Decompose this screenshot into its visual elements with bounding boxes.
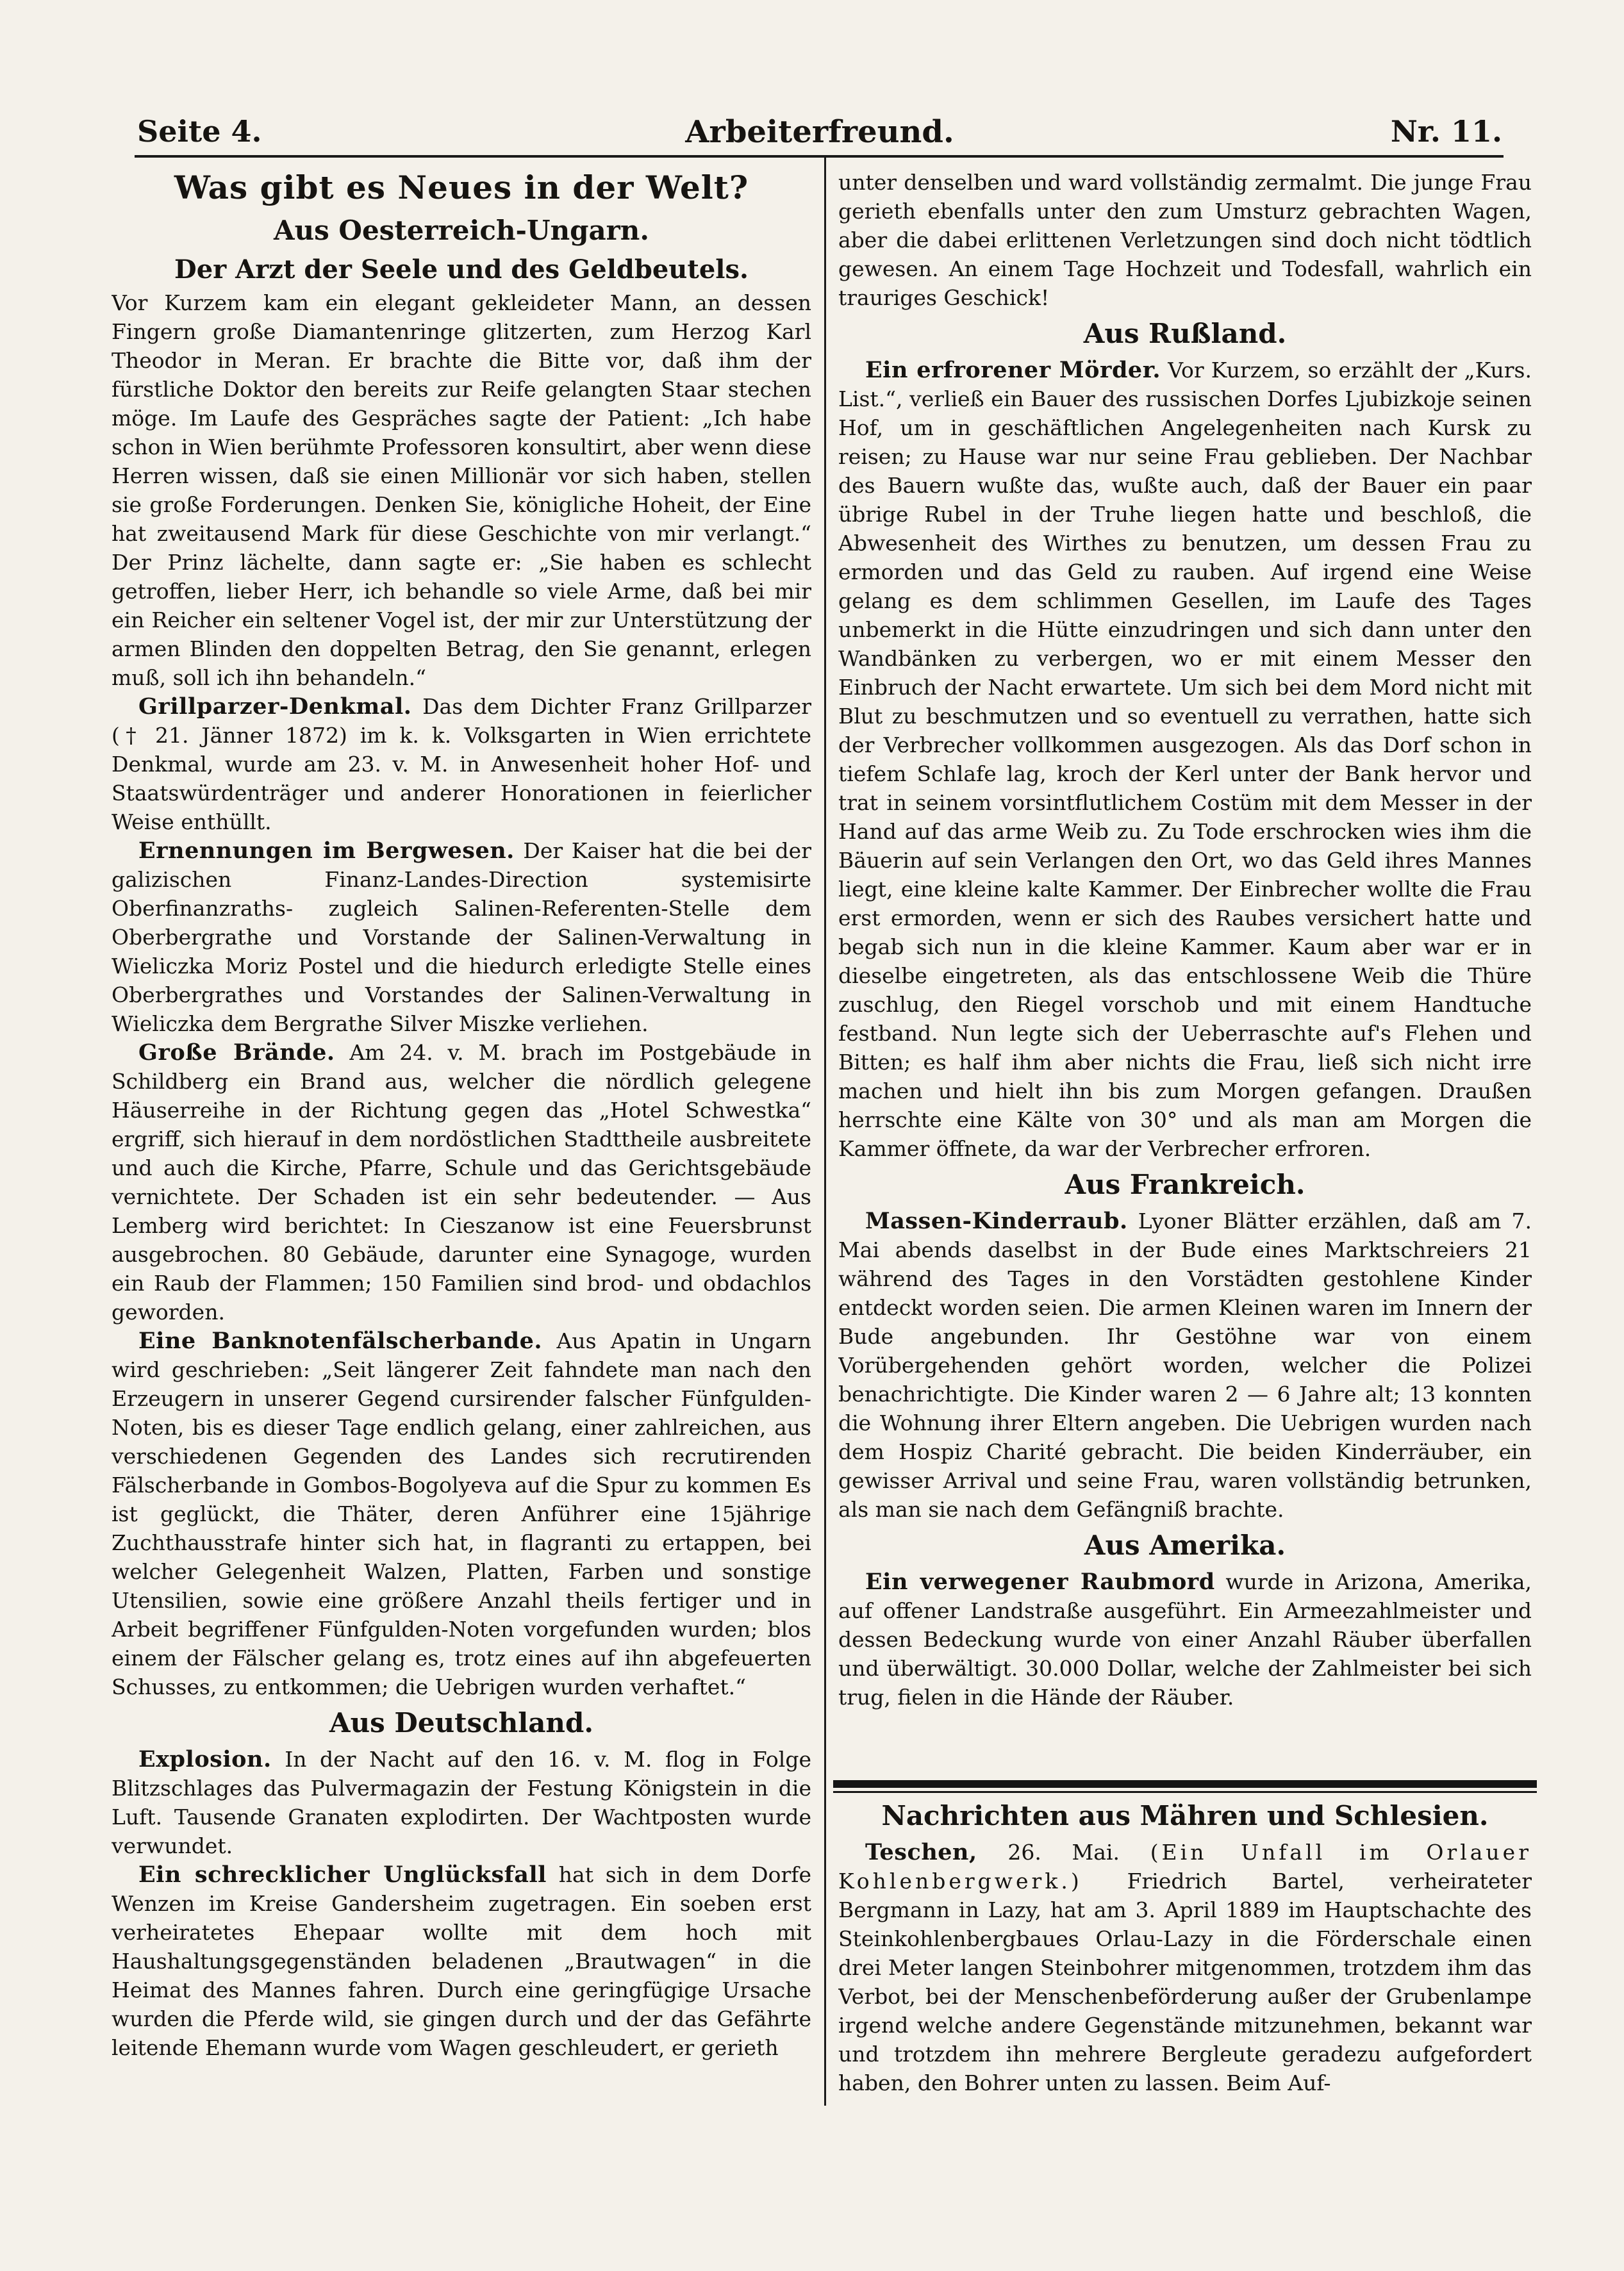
run-in-head: Große Brände.	[138, 1039, 335, 1066]
article-unglueck-continued: unter denselben und ward vollständig zermalmt. Die junge Frau gerieth ebenfalls unter den zum Umsturz gebrachten Wagen, aber die dabei erlittenen Verletzungen sind doch nicht tödtlich gewesen. An einem Tage Hochzeit und Todesfall, wahrlich ein trauriges Geschick!	[838, 170, 1532, 310]
page-number: Seite 4.	[137, 114, 262, 149]
section-separator-thick	[833, 1780, 1537, 1788]
article-text: hat sich in dem Dorfe Wenzen im Kreise Gandersheim zugetragen. Ein soeben erst verheiratetes Ehepaar wollte mit dem hoch mit Haushaltungsgegenständen beladenen „Brautwagen“ in die Heimat des Mannes fahren. Durch eine geringfügige Ursache wurden die Pferde wild, sie gingen durch und der das Gefährte leitende Ehemann wurde vom Wagen geschleudert, er gerieth	[112, 1862, 811, 2060]
run-in-head: Eine Banknotenfälscherbande.	[138, 1328, 543, 1354]
article-title-arzt: Der Arzt der Seele und des Geldbeutels.	[174, 254, 749, 285]
article-subtitle: (Ein Unfall im Orlauer Kohlenbergwerk.)	[838, 1840, 1532, 1894]
run-in-head: Ein schrecklicher Unglücksfall	[138, 1862, 547, 1888]
article-text-arzt: Vor Kurzem kam ein elegant gekleideter Mann, an dessen Fingern große Diamantenringe glitzerten, zum Herzog Karl Theodor in Meran. Er brachte die Bitte vor, daß ihm der fürstliche Doktor den bereits zur Reife gelangten Staar stechen möge. Im Laufe des Gespräches sagte der Patient: „Ich habe schon in Wien berühmte Professoren konsultirt, aber wenn diese Herren wissen, daß sie einen Millionär vor sich haben, stellen sie große Forderungen. Denken Sie, königliche Hoheit, der Eine hat zweitausend Mark für diese Geschichte von mir verlangt.“ Der Prinz lächelte, dann sagte er: „Sie haben es schlecht getroffen, lieber Herr, ich behandle so viele Arme, daß bei mir ein Reicher ein seltener Vogel ist, der mir zur Unterstützung der armen Blinden den doppelten Betrag, den Sie genannt, erlegen muß, soll ich ihn behandeln.“	[112, 290, 811, 690]
article-text: Das dem Dichter Franz Grillparzer († 21. Jänner 1872) im k. k. Volksgarten in Wien errichtete Denkmal, wurde am 23. v. M. in Anwesenheit hoher Hof- und Staatswürdenträger und anderer Honorationen in feierlicher Weise enthüllt.	[112, 694, 811, 834]
run-in-head: Ein verwegener Raubmord	[865, 1569, 1215, 1595]
article-text: Friedrich Bartel, verheirateter Bergmann in Lazy, hat am 3. April 1889 im Hauptschachte des Steinkohlenbergbaues Orlau-Lazy in die Förderschale einen drei Meter langen Steinbohrer mitgenommen, trotzdem ihm das Verbot, bei der Menschenbeförderung außer der Grubenlampe irgend welche andere Gegenstände mitzunehmen, bekannt war und trotzdem ihn mehrere Bergleute geradezu aufgefordert haben, den Bohrer unten zu lassen. Beim Auf-	[838, 1869, 1532, 2095]
article-grillparzer	[112, 692, 811, 836]
article-text: Vor Kurzem, so erzählt der „Kurs. List.“, verließ ein Bauer des russischen Dorfes Ljubizkoje seinen Hof, um in geschäftlichen Angelegenheiten nach Kursk zu reisen; zu Hause war nur seine Frau geblieben. Der Nachbar des Bauern wußte das, wußte auch, daß der Bauer ein paar übrige Rubel in der Truhe liegen hatte und beschloß, die Abwesenheit des Wirthes zu benutzen, um dessen Frau zu ermorden und das Geld zu rauben. Auf irgend eine Weise gelang es dem schlimmen Gesellen, im Laufe des Tages unbemerkt in die Hütte einzudringen und sich dann unter den Wandbänken zu verbergen, wo er mit einem Messer den Einbruch der Nacht erwartete. Um sich bei dem Mord nicht mit Blut zu beschmutzen und so eventuell zu verrathen, hatte sich der Verbrecher vollkommen ausgezogen. Als das Dorf schon in tiefem Schlafe lag, kroch der Kerl unter der Bank hervor und trat in seinem vorsintflutlichem Costüm mit dem Messer in der Hand auf das arme Weib zu. Zu Tode erschrocken wies ihm die Bäuerin auf sein Verlangen den Ort, wo das Geld ihres Mannes liegt, eine kleine kalte Kammer. Der Einbrecher wollte die Frau erst ermorden, wenn er sich des Raubes versichert hatte und begab sich nun in die kleine Kammer. Kaum aber war er in dieselbe eingetreten, als das entschlossene Weib die Thüre zuschlug, den Riegel vorschob und mit einem Handtuche festband. Nun legte sich der Ueberraschte auf's Flehen und Bitten; es half ihm aber nichts die Frau, ließ sich nicht irre machen und hielt ihn bis zum Morgen gefangen. Draußen herrschte eine Kälte von 30° und als man am Morgen die Kammer öffnete, da war der Verbrecher erfroren.	[838, 358, 1532, 1161]
section-heading-russia: Aus Rußland.	[1083, 318, 1287, 349]
run-in-head: Teschen,	[865, 1839, 977, 1865]
article-explosion	[112, 1745, 811, 1860]
regional-news	[838, 1794, 1532, 2153]
section-heading-france: Aus Frankreich.	[1065, 1169, 1305, 1200]
run-in-head: Ernennungen im Bergwesen.	[138, 838, 515, 864]
section-separator-thin	[833, 1791, 1537, 1793]
section-heading-austria: Aus Oesterreich-Ungarn.	[274, 215, 649, 246]
article-kinderraub	[838, 1207, 1532, 1524]
article-text: Lyoner Blätter erzählen, daß am 7. Mai abends daselbst in der Bude eines Marktschreiers 21 während des Tages in den Vorstädten gestohlene Kinder entdeckt worden seien. Die armen Kleinen waren im Innern der Bude angebunden. Ihr Gestöhne war von einem Vorübergehenden gehört worden, welcher die Polizei benachrichtigte. Die Kinder waren 2 — 6 Jahre alt; 13 konnten die Wohnung ihrer Eltern angeben. Die Uebrigen wurden nach dem Hospiz Charité gebracht. Die beiden Kinderräuber, ein gewisser Arrival und seine Frau, waren vollständig betrunken, als man sie nach dem Gefängniß brachte.	[838, 1209, 1532, 1522]
article-moerder	[838, 356, 1532, 1163]
article-ernennungen	[112, 836, 811, 1038]
column-divider	[824, 158, 826, 2106]
section-heading-moravia: Nachrichten aus Mähren und Schlesien.	[881, 1800, 1489, 1831]
section-heading-germany: Aus Deutschland.	[329, 1707, 593, 1738]
page-header	[137, 114, 1502, 155]
article-teschen	[838, 1838, 1532, 2097]
right-column	[838, 168, 1532, 1786]
article-text: Der Kaiser hat die bei der galizischen Finanz-Landes-Direction systemisirte Oberfinanzraths- zugleich Salinen-Referenten-Stelle dem Oberbergrathe und Vorstande der Salinen-Verwaltung in Wieliczka Moriz Postel und die hiedurch erledigte Stelle eines Oberbergrathes und Vorstandes der Salinen-Verwaltung in Wieliczka dem Bergrathe Silver Miszke verliehen.	[112, 838, 811, 1036]
run-in-head: Explosion.	[138, 1746, 272, 1772]
run-in-head: Grillparzer-Denkmal.	[138, 693, 412, 720]
run-in-head: Ein erfrorener Mörder.	[865, 357, 1161, 383]
left-column	[112, 168, 811, 2090]
newspaper-title: Arbeiterfreund.	[685, 114, 954, 150]
section-heading-america: Aus Amerika.	[1084, 1530, 1286, 1561]
article-unglueck	[112, 1860, 811, 2062]
article-text: Am 24. v. M. brach im Postgebäude in Schildberg ein Brand aus, welcher die nördlich gelegene Häuserreihe in der Richtung gegen das „Hotel Schwestka“ ergriff, sich hierauf in dem nordöstlichen Stadttheile ausbreitete und auch die Kirche, Pfarre, Schule und das Gerichtsgebäude vernichtete. Der Schaden ist ein sehr bedeutender. — Aus Lemberg wird berichtet: In Cieszanow ist eine Feuersbrunst ausgebrochen. 80 Gebäude, darunter eine Synagoge, wurden ein Raub der Flammen; 150 Familien sind brod- und obdachlos geworden.	[112, 1040, 811, 1325]
article-banknoten	[112, 1326, 811, 1701]
issue-number: Nr. 11.	[1390, 114, 1502, 149]
article-raubmord	[838, 1567, 1532, 1712]
header-rule	[135, 155, 1504, 158]
article-text: In der Nacht auf den 16. v. M. flog in Folge Blitzschlages das Pulvermagazin der Festung Königstein in die Luft. Tausende Granaten explodirten. Der Wachtposten wurde verwundet.	[112, 1747, 811, 1858]
dateline: 26. Mai.	[1007, 1840, 1120, 1865]
article-text: Aus Apatin in Ungarn wird geschrieben: „Seit längerer Zeit fahndete man nach den Erzeugern in unserer Gegend cursirender falscher Fünfgulden-Noten, bis es dieser Tage endlich gelang, einer zahlreichen, aus verschiedenen Gegenden des Landes sich recrutirenden Fälscherbande in Gombos-Bogolyeva auf die Spur zu kommen Es ist geglückt, die Thäter, deren Anführer eine 15jährige Zuchthausstrafe hinter sich hat, in flagranti zu ertappen, bei welcher Gelegenheit Walzen, Platten, Farben und sonstige Utensilien, sowie eine größere Anzahl theils fertiger und in Arbeit begriffener Fünfgulden-Noten vorgefunden wurden; blos einem der Fälscher gelang es, trotz eines auf ihn abgefeuerten Schusses, zu entkommen; die Uebrigen wurden verhaftet.“	[112, 1328, 811, 1699]
run-in-head: Massen-Kinderraub.	[865, 1208, 1128, 1234]
main-headline: Was gibt es Neues in der Welt?	[174, 169, 749, 206]
article-text: wurde in Arizona, Amerika, auf offener Landstraße ausgeführt. Ein Armeezahlmeister und dessen Bedeckung wurde von einer Anzahl Räuber überfallen und überwältigt. 30.000 Dollar, welche der Zahlmeister bei sich trug, fielen in die Hände der Räuber.	[838, 1569, 1532, 1710]
article-braende	[112, 1038, 811, 1326]
